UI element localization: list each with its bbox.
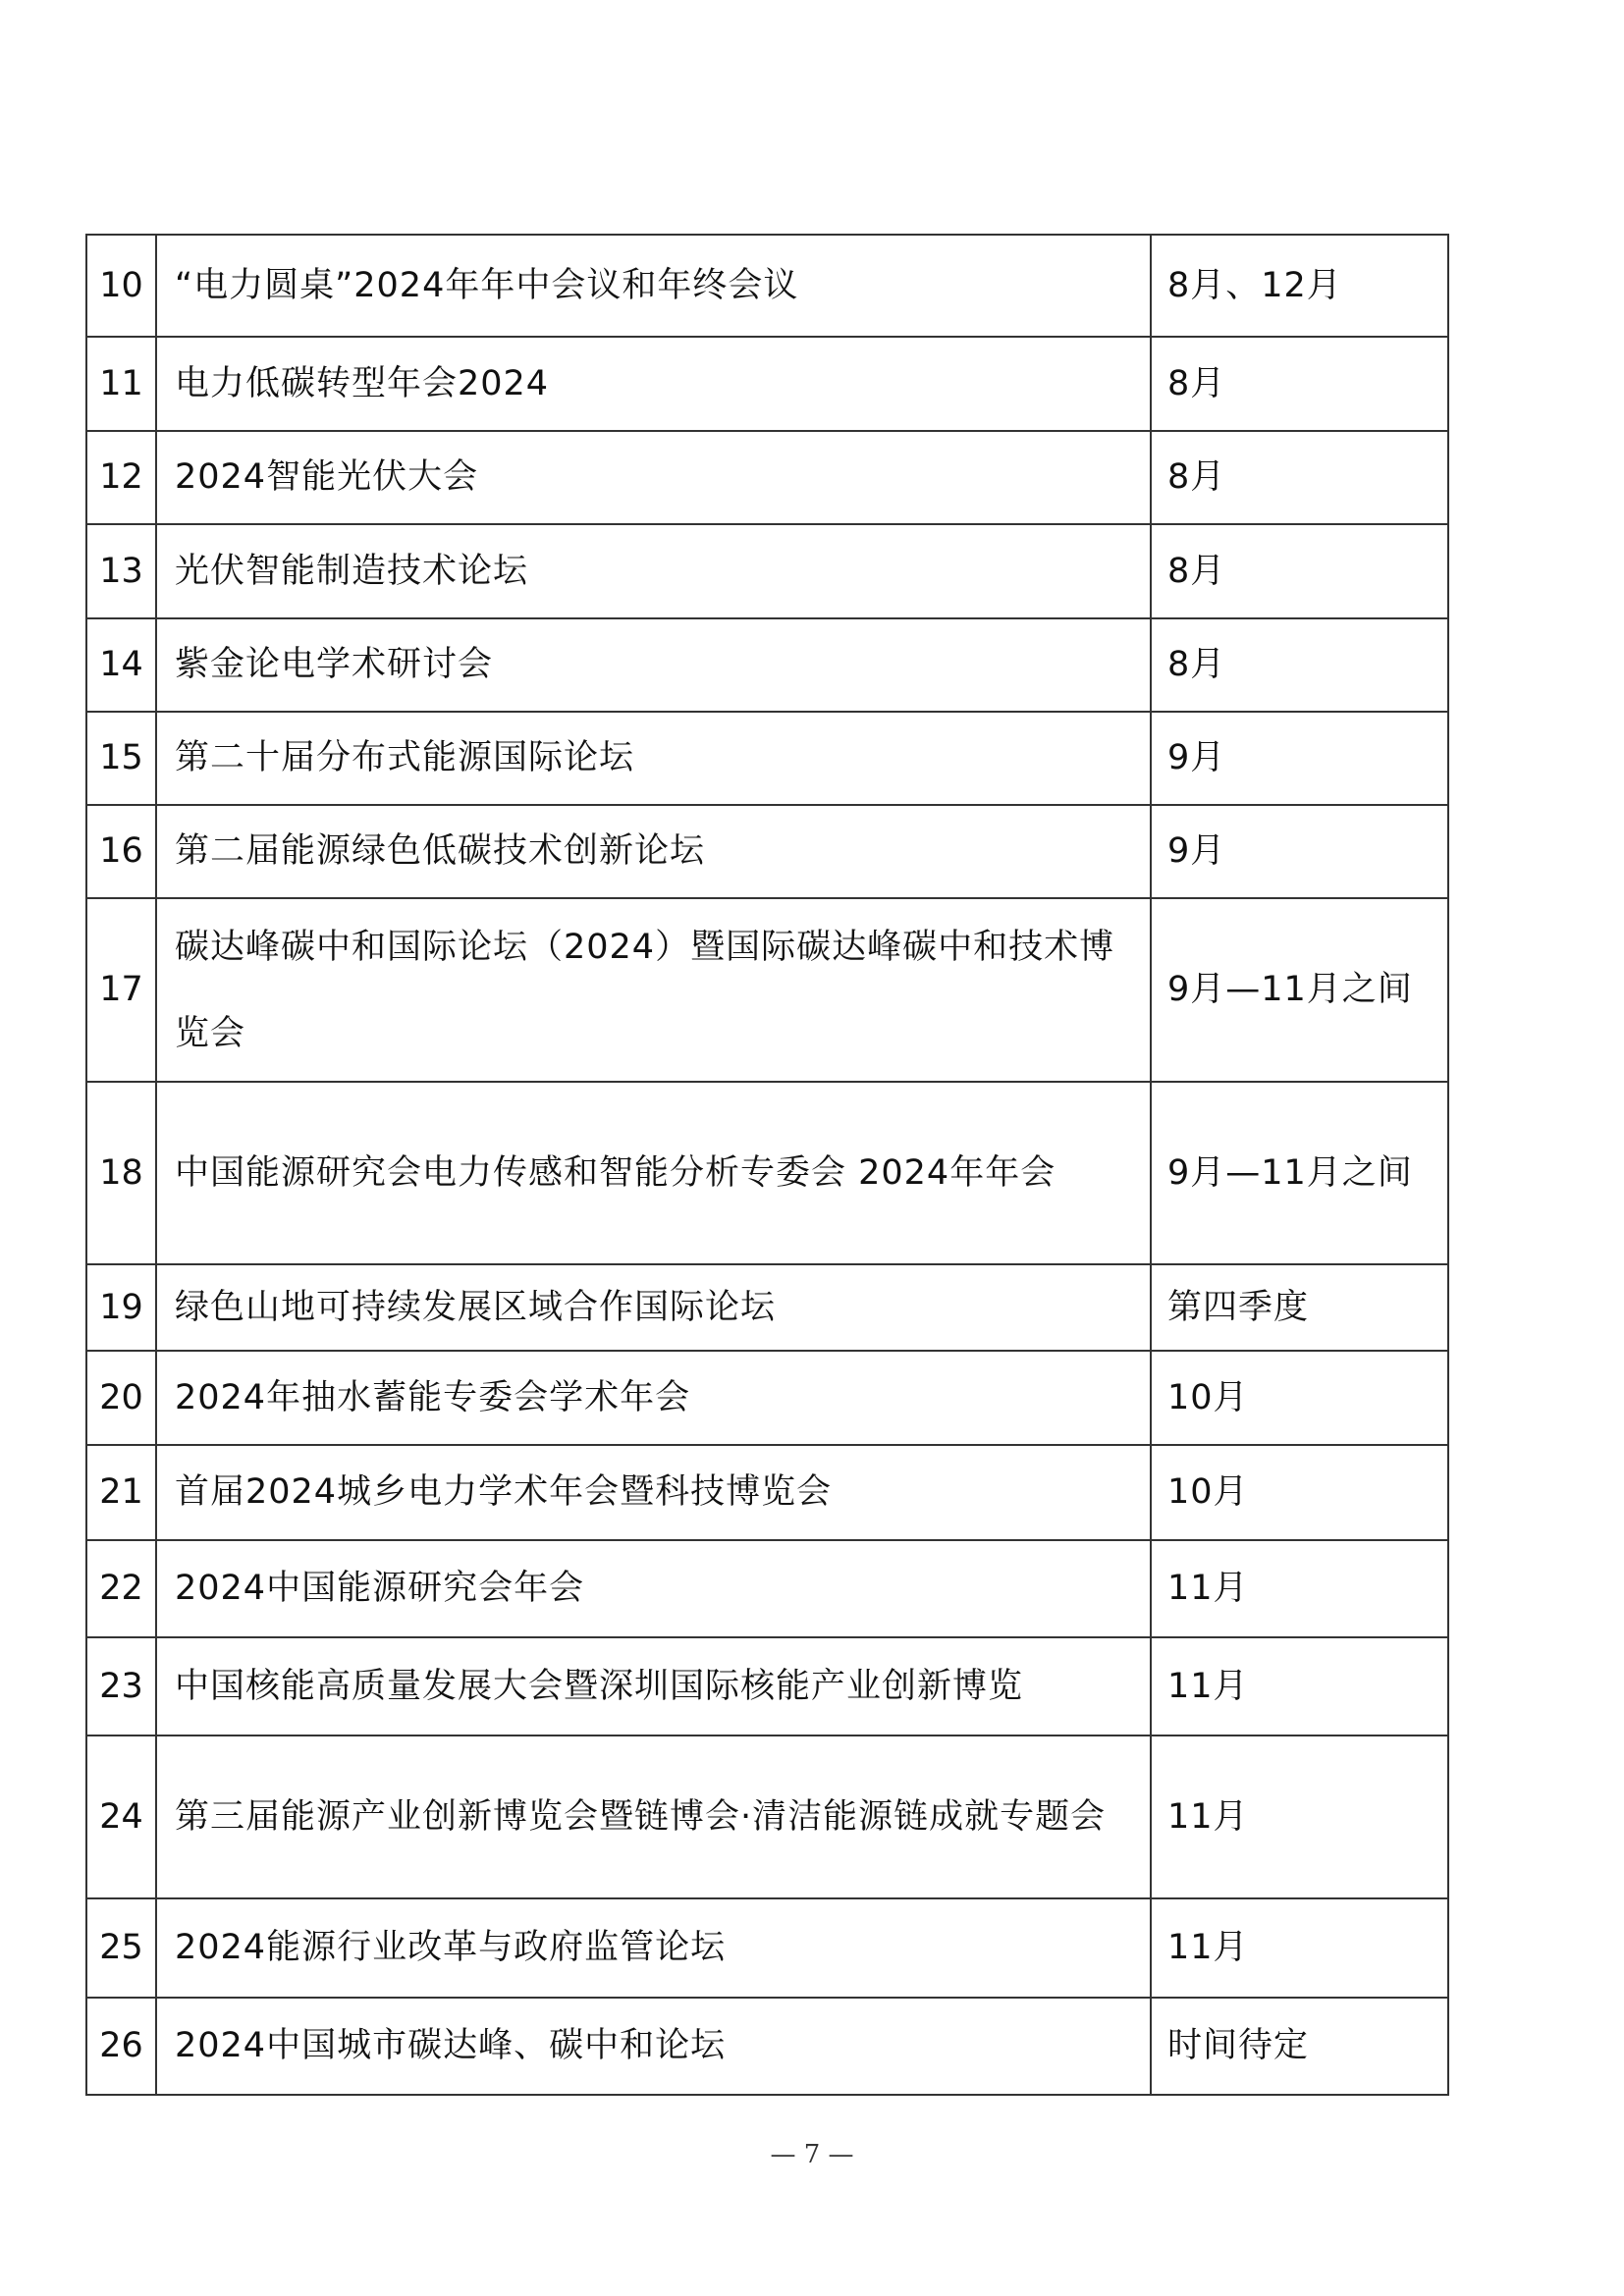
event-name: 碳达峰碳中和国际论坛（2024）暨国际碳达峰碳中和技术博览会 (156, 898, 1151, 1082)
row-number: 22 (86, 1540, 156, 1637)
table-row (86, 618, 1448, 712)
table-row (86, 235, 1448, 337)
event-name: 光伏智能制造技术论坛 (156, 524, 1151, 618)
row-number: 14 (86, 618, 156, 712)
table-row (86, 805, 1448, 898)
event-name: “电力圆桌”2024年年中会议和年终会议 (156, 235, 1151, 337)
event-name: 2024能源行业改革与政府监管论坛 (156, 1898, 1151, 1998)
event-time: 8月 (1151, 618, 1448, 712)
event-time: 11月 (1151, 1540, 1448, 1637)
row-number: 17 (86, 898, 156, 1082)
table-row (86, 337, 1448, 431)
event-name: 2024中国城市碳达峰、碳中和论坛 (156, 1998, 1151, 2095)
event-name: 中国核能高质量发展大会暨深圳国际核能产业创新博览 (156, 1637, 1151, 1735)
row-number: 16 (86, 805, 156, 898)
event-time: 9月 (1151, 712, 1448, 805)
event-time: 11月 (1151, 1637, 1448, 1735)
event-time: 9月 (1151, 805, 1448, 898)
row-number: 20 (86, 1351, 156, 1445)
event-time: 8月 (1151, 337, 1448, 431)
event-time: 8月 (1151, 431, 1448, 524)
event-time: 8月、12月 (1151, 235, 1448, 337)
event-time: 11月 (1151, 1735, 1448, 1898)
row-number: 12 (86, 431, 156, 524)
event-name: 2024年抽水蓄能专委会学术年会 (156, 1351, 1151, 1445)
event-name: 首届2024城乡电力学术年会暨科技博览会 (156, 1445, 1151, 1540)
row-number: 24 (86, 1735, 156, 1898)
table-row (86, 1637, 1448, 1735)
event-name: 第二届能源绿色低碳技术创新论坛 (156, 805, 1151, 898)
table-row (86, 1082, 1448, 1264)
event-schedule-table (85, 234, 1449, 2096)
event-time: 9月—11月之间 (1151, 898, 1448, 1082)
event-time: 8月 (1151, 524, 1448, 618)
row-number: 26 (86, 1998, 156, 2095)
table-row (86, 712, 1448, 805)
event-time: 10月 (1151, 1445, 1448, 1540)
event-time: 第四季度 (1151, 1264, 1448, 1351)
event-name: 第三届能源产业创新博览会暨链博会·清洁能源链成就专题会 (156, 1735, 1151, 1898)
row-number: 18 (86, 1082, 156, 1264)
page-number: — 7 — (770, 2140, 854, 2169)
event-name: 紫金论电学术研讨会 (156, 618, 1151, 712)
row-number: 23 (86, 1637, 156, 1735)
table-row (86, 1898, 1448, 1998)
row-number: 25 (86, 1898, 156, 1998)
table-row (86, 1540, 1448, 1637)
event-name: 绿色山地可持续发展区域合作国际论坛 (156, 1264, 1151, 1351)
event-name: 中国能源研究会电力传感和智能分析专委会 2024年年会 (156, 1082, 1151, 1264)
table-row (86, 898, 1448, 1082)
event-time: 11月 (1151, 1898, 1448, 1998)
row-number: 15 (86, 712, 156, 805)
event-name: 第二十届分布式能源国际论坛 (156, 712, 1151, 805)
table-row (86, 1264, 1448, 1351)
row-number: 11 (86, 337, 156, 431)
table-row (86, 1998, 1448, 2095)
table-row (86, 1351, 1448, 1445)
row-number: 21 (86, 1445, 156, 1540)
event-time: 9月—11月之间 (1151, 1082, 1448, 1264)
event-name: 2024智能光伏大会 (156, 431, 1151, 524)
table-row (86, 1445, 1448, 1540)
event-time: 10月 (1151, 1351, 1448, 1445)
table-row (86, 1735, 1448, 1898)
row-number: 10 (86, 235, 156, 337)
row-number: 19 (86, 1264, 156, 1351)
table-row (86, 524, 1448, 618)
event-name: 2024中国能源研究会年会 (156, 1540, 1151, 1637)
event-time: 时间待定 (1151, 1998, 1448, 2095)
row-number: 13 (86, 524, 156, 618)
event-name: 电力低碳转型年会2024 (156, 337, 1151, 431)
table-row (86, 431, 1448, 524)
